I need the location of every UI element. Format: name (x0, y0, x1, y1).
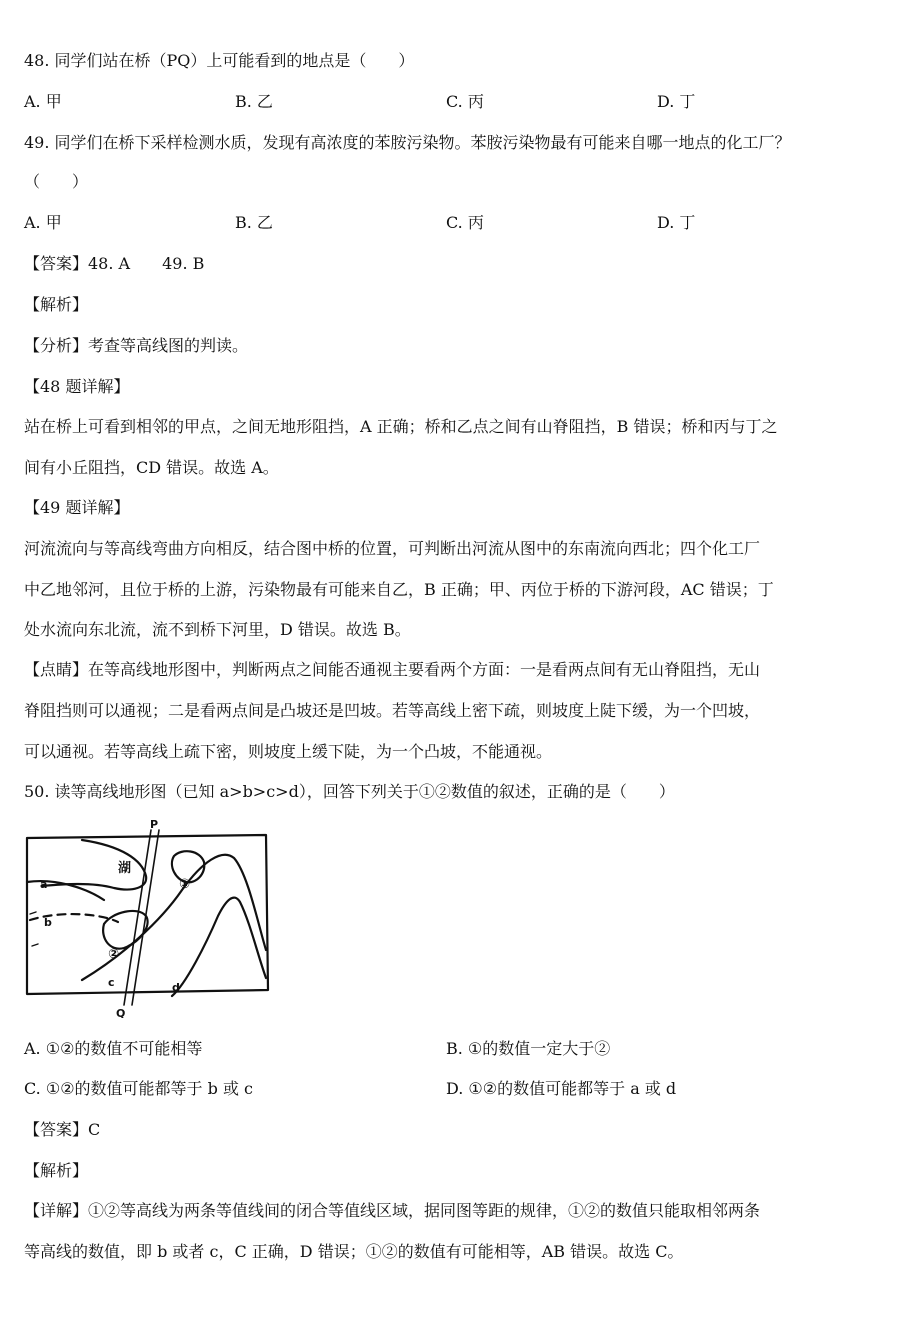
detail-49-heading: 【49 题详解】 (24, 498, 130, 517)
detail-49-line3: 处水流向东北流，流不到桥下河里，D 错误。故选 B。 (24, 620, 411, 639)
label-q: Q (116, 1007, 126, 1018)
q50-option-c: C. ①②的数值可能都等于 b 或 c (24, 1079, 253, 1098)
q49-option-b: B. 乙 (235, 213, 273, 232)
label-d: d (172, 981, 180, 994)
left-tick-1 (30, 912, 36, 914)
q48-options (24, 91, 876, 113)
answer-50: 【答案】C (24, 1120, 101, 1139)
jiexi-heading-2: 【解析】 (24, 1161, 89, 1180)
q50-options-row1 (24, 1038, 876, 1060)
dianjing-line3: 可以通视。若等高线上疏下密，则坡度上缓下陡，为一个凸坡，不能通视。 (24, 742, 553, 761)
q48-option-b: B. 乙 (235, 92, 273, 111)
label-a: a (40, 878, 48, 891)
q49-options (24, 212, 876, 234)
label-c: c (108, 976, 115, 989)
detail-49-line2: 中乙地邻河，且位于桥的上游，污染物最有可能来自乙，B 正确；甲、丙位于桥的下游河段，AC 错误；丁 (24, 580, 774, 599)
jiexi-heading-1: 【解析】 (24, 295, 89, 314)
label-circle-2: ② (108, 947, 120, 962)
label-p: P (150, 818, 159, 831)
q50-options-row2 (24, 1078, 876, 1100)
q48-stem: 48. 同学们站在桥（PQ）上可能看到的地点是（ ） (24, 51, 415, 70)
q49-stem-line1: 49. 同学们在桥下采样检测水质，发现有高浓度的苯胺污染物。苯胺污染物最有可能来自哪一地点的化工厂？ (24, 133, 791, 152)
label-b: b (44, 916, 52, 929)
dianjing-line2: 脊阻挡则可以通视；二是看两点间是凸坡还是凹坡。若等高线上密下疏，则坡度上陡下缓，为一个凹坡， (24, 701, 761, 720)
detail-49-line1: 河流流向与等高线弯曲方向相反，结合图中桥的位置，可判断出河流从图中的东南流向西北；四个化工厂 (24, 539, 761, 558)
q50-option-d: D. ①②的数值可能都等于 a 或 d (446, 1079, 677, 1098)
contour-d (172, 898, 266, 996)
fenxi: 【分析】考查等高线图的判读。 (24, 336, 249, 355)
q50-option-b: B. ①的数值一定大于② (446, 1039, 611, 1058)
q49-option-d: D. 丁 (657, 213, 696, 232)
detail-48-line2: 间有小丘阻挡，CD 错误。故选 A。 (24, 458, 279, 477)
answer-48-49: 【答案】48. A 49. B (24, 254, 205, 273)
dianjing-line1: 【点睛】在等高线地形图中，判断两点之间能否通视主要看两个方面：一是看两点间有无山脊阻挡，无山 (24, 660, 761, 679)
bridge-pq-edge (132, 830, 159, 1005)
contour-map (22, 818, 274, 1018)
q48-option-a: A. 甲 (24, 92, 62, 111)
label-lake: 湖 (118, 861, 132, 876)
q48-option-c: C. 丙 (446, 92, 484, 111)
detail-50-line1: 【详解】①②等高线为两条等值线间的闭合等值线区域，据同图等距的规律，①②的数值只能取相邻两条 (24, 1201, 761, 1220)
q49-option-a: A. 甲 (24, 213, 62, 232)
q48-option-d: D. 丁 (657, 92, 696, 111)
left-tick-2 (32, 944, 38, 946)
q49-stem-line2: （ ） (24, 172, 89, 191)
detail-48-line1: 站在桥上可看到相邻的甲点，之间无地形阻挡，A 正确；桥和乙点之间有山脊阻挡，B 错误；桥和丙与丁之 (24, 417, 778, 436)
contour-map-figure (22, 818, 274, 1018)
detail-48-heading: 【48 题详解】 (24, 377, 130, 396)
label-circle-1: ① (179, 877, 191, 892)
detail-50-line2: 等高线的数值，即 b 或者 c，C 正确，D 错误；①②的数值有可能相等，AB 错误。故选 C。 (24, 1242, 684, 1261)
q50-option-a: A. ①②的数值不可能相等 (24, 1039, 203, 1058)
q49-option-c: C. 丙 (446, 213, 484, 232)
q50-stem: 50. 读等高线地形图（已知 a>b>c>d），回答下列关于①②数值的叙述，正确的是（ ） (24, 782, 675, 801)
